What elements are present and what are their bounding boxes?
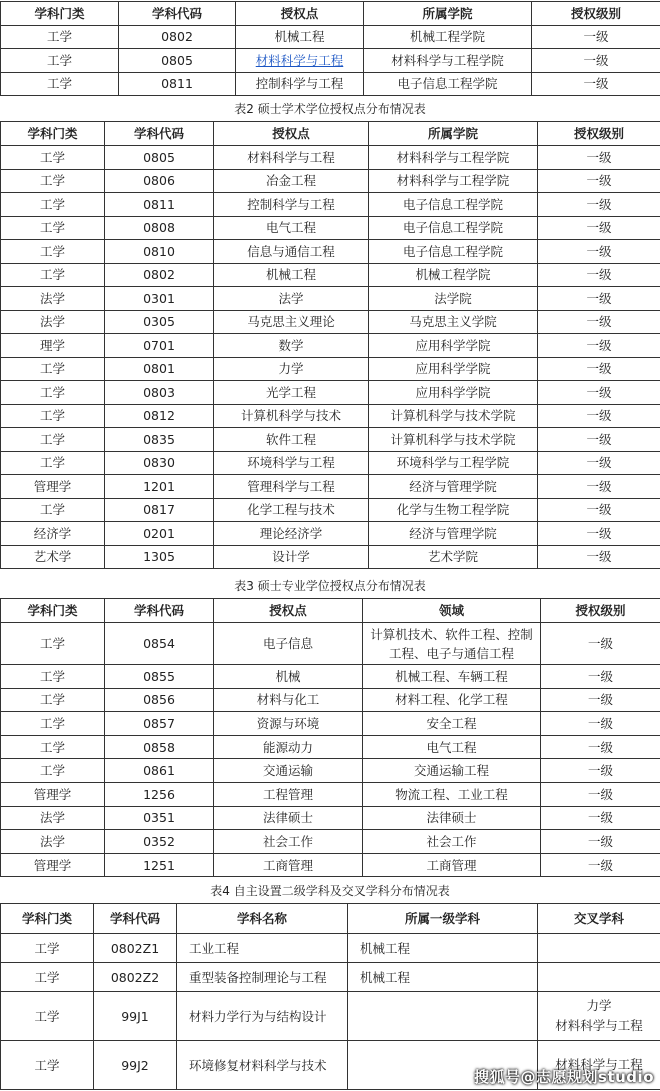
cell: 0701 [105,334,214,358]
cell: 冶金工程 [214,169,369,193]
table-row [1,72,660,96]
table-header-row [1,122,660,146]
cell: 0301 [105,287,214,311]
cell: 工学 [1,712,105,736]
cell: 一级 [541,806,660,830]
cell: 机械工程 [236,25,364,49]
header-cell: 学科门类 [1,122,105,146]
header-cell: 授权级别 [538,122,660,146]
cell: 0810 [105,240,214,264]
cell: 工学 [1,735,105,759]
cell: 0858 [105,735,214,759]
cell: 工学 [1,169,105,193]
cell: 0352 [105,830,214,854]
table-row [1,712,660,736]
header-cell: 学科代码 [105,599,214,623]
table-row [1,759,660,783]
cell: 法律硕士 [214,806,363,830]
table-header-row [1,904,660,934]
table-row [1,545,660,569]
cell: 工学 [1,1041,94,1090]
cell: 控制科学与工程 [214,193,369,217]
cell: 工商管理 [363,853,541,877]
cell: 材料力学行为与结构设计 [177,992,348,1041]
cell: 0861 [105,759,214,783]
table-row [1,334,660,358]
cell: 一级 [538,545,660,569]
cell: 1251 [105,853,214,877]
cell: 工学 [1,357,105,381]
header-cell: 所属学院 [369,122,538,146]
cell: 工学 [1,25,119,49]
table-2 [0,121,660,569]
cell: 机械工程 [214,263,369,287]
cell: 一级 [532,25,660,49]
cell: 0802 [105,263,214,287]
cell: 机械工程、车辆工程 [363,665,541,689]
table-row [1,498,660,522]
cell: 艺术学院 [369,545,538,569]
cell: 一级 [541,830,660,854]
cell: 计算机技术、软件工程、控制工程、电子与通信工程 [363,623,541,665]
cell: 工程管理 [214,782,363,806]
cell: 材料工程、化学工程 [363,688,541,712]
cell: 0854 [105,623,214,665]
cell [538,963,660,992]
table-row [1,665,660,689]
table-row [1,287,660,311]
cell: 电子信息工程学院 [369,240,538,264]
table-row [1,522,660,546]
table-header-row [1,599,660,623]
cell: 0803 [105,381,214,405]
cell: 一级 [538,240,660,264]
cell: 经济与管理学院 [369,522,538,546]
cell: 社会工作 [363,830,541,854]
cell: 工学 [1,428,105,452]
cell: 能源动力 [214,735,363,759]
cell: 一级 [538,404,660,428]
cell: 工学 [1,992,94,1041]
table-row [1,853,660,877]
cell: 电气工程 [214,216,369,240]
cell: 计算机科学与技术学院 [369,428,538,452]
cell: 工学 [1,72,119,96]
table-row [1,216,660,240]
cell: 电气工程 [363,735,541,759]
cell: 计算机科学与技术学院 [369,404,538,428]
cell: 一级 [538,193,660,217]
cell: 物流工程、工业工程 [363,782,541,806]
cell: 1305 [105,545,214,569]
table-row [1,963,660,992]
cell: 法学 [1,806,105,830]
cell: 材料科学与工程学院 [369,146,538,170]
cell: 经济学 [1,522,105,546]
header-college: 所属学院 [364,2,532,26]
cell: 0857 [105,712,214,736]
table-row [1,735,660,759]
cell [538,934,660,963]
cell: 工业工程 [177,934,348,963]
table-row [1,240,660,264]
cell: 一级 [541,623,660,665]
cell: 化学与生物工程学院 [369,498,538,522]
cell: 一级 [541,782,660,806]
cell: 工学 [1,498,105,522]
cell: 0835 [105,428,214,452]
cell: 0812 [105,404,214,428]
table-row [1,169,660,193]
cell: 管理科学与工程 [214,475,369,499]
cell: 一级 [538,216,660,240]
cell: 安全工程 [363,712,541,736]
cell: 环境科学与工程学院 [369,451,538,475]
cell: 工学 [1,49,119,73]
table-row [1,25,660,49]
cell: 工学 [1,934,94,963]
table-row [1,992,660,1041]
cell: 一级 [538,310,660,334]
table-row [1,934,660,963]
cell: 0808 [105,216,214,240]
cell: 一级 [538,451,660,475]
table-row [1,428,660,452]
header-cell: 领域 [363,599,541,623]
cell: 一级 [538,475,660,499]
cell: 经济与管理学院 [369,475,538,499]
cell: 力学 材料科学与工程 [538,992,660,1041]
watermark: 搜狐号@志愿规划studio [474,1068,654,1086]
cell: 机械工程 [348,934,538,963]
header-cell: 所属一级学科 [348,904,538,934]
cell: 工学 [1,216,105,240]
cell: 0811 [119,72,236,96]
cell: 设计学 [214,545,369,569]
header-program: 授权点 [236,2,364,26]
cell: 工学 [1,688,105,712]
cell: 管理学 [1,853,105,877]
cell: 机械工程学院 [364,25,532,49]
header-cell: 学科门类 [1,599,105,623]
cell: 材料科学与工程 [214,146,369,170]
cell: 交通运输 [214,759,363,783]
cell: 法律硕士 [363,806,541,830]
cell: 工学 [1,263,105,287]
cell: 化学工程与技术 [214,498,369,522]
table-2-caption: 表2 硕士学术学位授权点分布情况表 [234,102,426,116]
table-row [1,404,660,428]
cell: 0830 [105,451,214,475]
cell: 99J1 [94,992,177,1041]
cell: 0805 [105,146,214,170]
cell: 工学 [1,451,105,475]
header-cell: 授权点 [214,122,369,146]
table-row [1,357,660,381]
cell: 工商管理 [214,853,363,877]
cell: 0305 [105,310,214,334]
cell: 工学 [1,193,105,217]
table-row [1,806,660,830]
cell: 社会工作 [214,830,363,854]
cell: 工学 [1,381,105,405]
table-4 [0,903,660,1090]
cell: 法学 [1,287,105,311]
cell: 一级 [538,498,660,522]
cell: 艺术学 [1,545,105,569]
header-cell: 授权点 [214,599,363,623]
cell: 一级 [538,146,660,170]
cell: 1201 [105,475,214,499]
cell: 0802Z1 [94,934,177,963]
table-row [1,193,660,217]
table-row [1,310,660,334]
cell: 工学 [1,623,105,665]
cell: 信息与通信工程 [214,240,369,264]
cell: 理论经济学 [214,522,369,546]
cell: 一级 [538,287,660,311]
cell [236,49,364,73]
cell: 工学 [1,963,94,992]
cell: 0351 [105,806,214,830]
cell: 软件工程 [214,428,369,452]
cell: 工学 [1,240,105,264]
cell: 一级 [538,334,660,358]
cell: 一级 [538,381,660,405]
cell: 法学 [1,310,105,334]
table-3 [0,598,660,877]
header-cell: 学科名称 [177,904,348,934]
table-1 [0,1,660,96]
cell: 材料科学与工程 [538,1041,660,1090]
cell: 应用科学学院 [369,357,538,381]
cell: 0801 [105,357,214,381]
cell: 光学工程 [214,381,369,405]
cell: 机械工程 [348,963,538,992]
cell: 工学 [1,665,105,689]
cell: 数学 [214,334,369,358]
cell: 一级 [541,735,660,759]
cell: 一级 [541,853,660,877]
table-3-caption: 表3 硕士专业学位授权点分布情况表 [234,579,426,593]
cell: 一级 [538,357,660,381]
header-level: 授权级别 [532,2,660,26]
cell: 0811 [105,193,214,217]
cell [348,992,538,1041]
cell: 电子信息工程学院 [364,72,532,96]
cell: 计算机科学与技术 [214,404,369,428]
table-header-row [1,2,660,26]
cell: 一级 [541,665,660,689]
cell: 重型装备控制理论与工程 [177,963,348,992]
table-4-caption: 表4 自主设置二级学科及交叉学科分布情况表 [210,884,450,898]
table-row [1,451,660,475]
cell: 材料科学与工程学院 [364,49,532,73]
cell: 0201 [105,522,214,546]
header-cell: 学科门类 [1,904,94,934]
table-row [1,782,660,806]
table-row [1,381,660,405]
cell: 法学 [214,287,369,311]
cell: 一级 [538,169,660,193]
cell: 电子信息工程学院 [369,216,538,240]
cell: 一级 [541,688,660,712]
cell: 0855 [105,665,214,689]
cell: 0806 [105,169,214,193]
cell: 电子信息 [214,623,363,665]
cell: 工学 [1,404,105,428]
cell: 一级 [541,712,660,736]
cell: 控制科学与工程 [236,72,364,96]
cell: 一级 [538,428,660,452]
cell: 一级 [532,49,660,73]
cell: 应用科学学院 [369,381,538,405]
cell: 机械 [214,665,363,689]
cell: 一级 [532,72,660,96]
cell: 管理学 [1,782,105,806]
header-cell: 交叉学科 [538,904,660,934]
table-row [1,623,660,665]
cell: 资源与环境 [214,712,363,736]
cell: 法学院 [369,287,538,311]
cell: 交通运输工程 [363,759,541,783]
header-cell: 学科代码 [105,122,214,146]
cell: 环境科学与工程 [214,451,369,475]
table-row [1,688,660,712]
program-link[interactable]: 材料科学与工程 [255,52,344,68]
cell: 0802Z2 [94,963,177,992]
table-row [1,146,660,170]
cell: 0805 [119,49,236,73]
header-code: 学科代码 [119,2,236,26]
cell: 马克思主义理论 [214,310,369,334]
cell: 法学 [1,830,105,854]
cell: 1256 [105,782,214,806]
header-cell: 学科代码 [94,904,177,934]
cell: 应用科学学院 [369,334,538,358]
cell: 电子信息工程学院 [369,193,538,217]
cell: 0817 [105,498,214,522]
cell: 管理学 [1,475,105,499]
table-row [1,49,660,73]
header-cell: 授权级别 [541,599,660,623]
header-category: 学科门类 [1,2,119,26]
table-row [1,830,660,854]
cell: 马克思主义学院 [369,310,538,334]
cell: 工学 [1,759,105,783]
cell: 理学 [1,334,105,358]
cell: 一级 [538,522,660,546]
table-row [1,475,660,499]
cell: 99J2 [94,1041,177,1090]
cell: 一级 [538,263,660,287]
cell: 力学 [214,357,369,381]
cell: 机械工程学院 [369,263,538,287]
cell: 环境修复材料科学与技术 [177,1041,348,1090]
cell: 0856 [105,688,214,712]
cell: 材料科学与工程学院 [369,169,538,193]
cell: 一级 [541,759,660,783]
cell: 材料与化工 [214,688,363,712]
table-row [1,263,660,287]
cell: 0802 [119,25,236,49]
cell: 工学 [1,146,105,170]
